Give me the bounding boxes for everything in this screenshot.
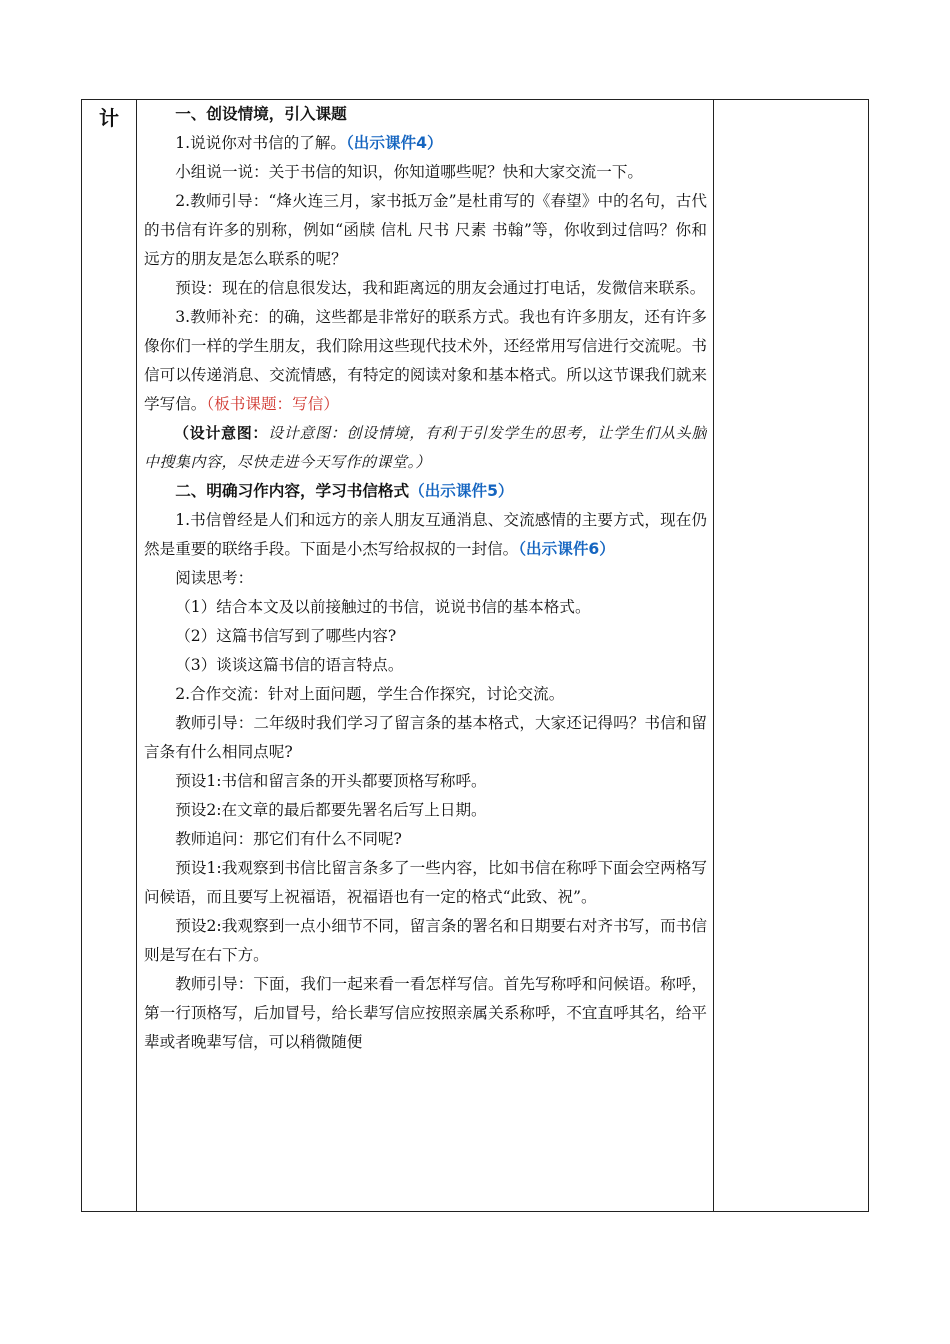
courseware-tag: （出示课件4） (346, 134, 443, 152)
paragraph: 小组说一说：关于书信的知识，你知道哪些呢？快和大家交流一下。 (175, 163, 644, 181)
paragraph: （2）这篇书信写到了哪些内容? (175, 627, 397, 645)
paragraph: 教师引导：二年级时我们学习了留言条的基本格式，大家还记得吗？书信和留言条有什么相同点呢? (144, 714, 707, 761)
lesson-content (144, 100, 707, 1210)
paragraph: 预设：现在的信息很发达，我和距离远的朋友会通过打电话，发微信来联系。 (175, 279, 706, 297)
paragraph: 教师追问：那它们有什么不同呢? (175, 830, 402, 848)
column-divider (713, 100, 714, 1211)
section-heading-2: 二、明确习作内容，学习书信格式（出示课件5） (175, 482, 514, 500)
paragraph: 1.书信曾经是人们和远方的亲人朋友互通消息、交流感情的主要方式，现在仍然是重要的联络手段。下面是小杰写给叔叔的一封信。（出示课件6） (144, 511, 707, 558)
paragraph: 阅读思考： (175, 569, 254, 587)
paragraph: 3.教师补充：的确，这些都是非常好的联系方式。我也有许多朋友，还有许多像你们一样的学生朋友，我们除用这些现代技术外，还经常用写信进行交流呢。书信可以传递消息、交流情感，有特定的阅读对象和基本格式。所以这节课我们就来学写信。（板书课题：写信） (144, 308, 707, 413)
column-divider (136, 100, 137, 1211)
lesson-table (81, 99, 869, 1212)
paragraph: （1）结合本文及以前接触过的书信，说说书信的基本格式。 (175, 598, 591, 616)
paragraph: 预设2:在文章的最后都要先署名后写上日期。 (175, 801, 487, 819)
courseware-tag: （出示课件6） (518, 540, 615, 558)
blackboard-tag: （板书课题：写信） (206, 395, 339, 413)
paragraph: 预设2:我观察到一点小细节不同，留言条的署名和日期要右对齐书写，而书信则是写在右下方。 (144, 917, 707, 964)
paragraph: 预设1:我观察到书信比留言条多了一些内容，比如书信在称呼下面会空两格写问候语，而且要写上祝福语，祝福语也有一定的格式“此致、祝”。 (144, 859, 707, 906)
row-label: 计 (99, 106, 119, 130)
paragraph: 1.说说你对书信的了解。（出示课件4） (175, 134, 443, 152)
paragraph: 预设1:书信和留言条的开头都要顶格写称呼。 (175, 772, 487, 790)
section-heading-1: 一、创设情境，引入课题 (175, 105, 347, 123)
paragraph: 2.教师引导：“烽火连三月，家书抵万金”是杜甫写的《春望》中的名句，古代的书信有许多的别称，例如“函牍 信札 尺书 尺素 书翰”等，你收到过信吗？你和远方的朋友是怎么联系的呢？ (144, 192, 707, 268)
courseware-tag: （出示课件5） (409, 482, 514, 500)
paragraph: （3）谈谈这篇书信的语言特点。 (175, 656, 404, 674)
design-intent-note: （设计意图：设计意图：创设情境，有利于引发学生的思考，让学生们从头脑中搜集内容，尽快走进今天写作的课堂。） (144, 424, 707, 471)
paragraph: 教师引导：下面，我们一起来看一看怎样写信。首先写称呼和问候语。称呼，第一行顶格写，后加冒号，给长辈写信应按照亲属关系称呼，不宜直呼其名，给平辈或者晚辈写信，可以稍微随便 (144, 975, 707, 1051)
paragraph: 2.合作交流：针对上面问题，学生合作探究，讨论交流。 (175, 685, 565, 703)
